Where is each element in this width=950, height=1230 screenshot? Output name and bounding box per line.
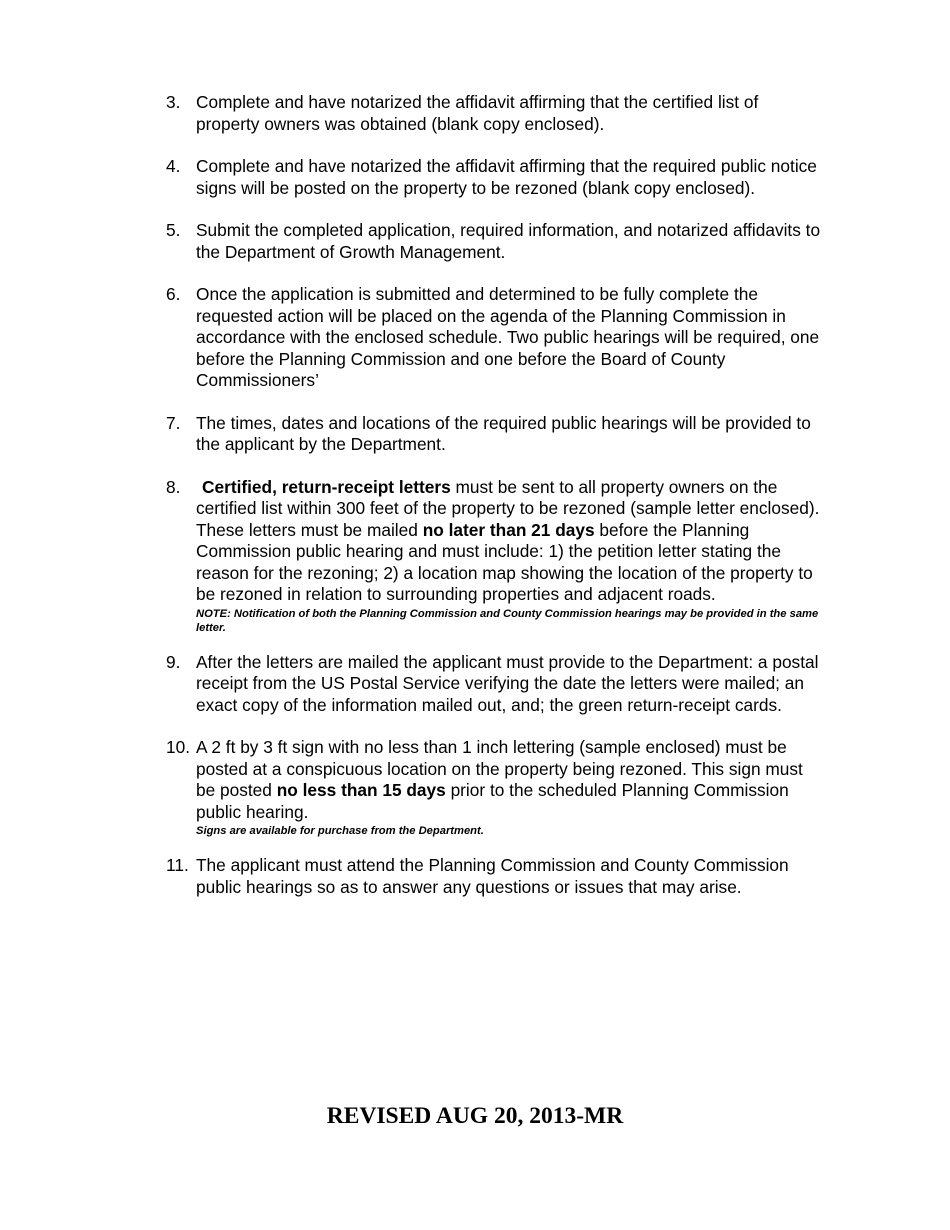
list-item-10 xyxy=(166,737,826,838)
item-text: After the letters are mailed the applicant must provide to the Department: a postal receipt from the US Postal Service verifying the date the letters were mailed; an exact copy of the information mailed out, and; the green return-receipt cards. xyxy=(196,651,819,715)
item-text: Complete and have notarized the affidavit affirming that the certified list of property owners was obtained (blank copy enclosed). xyxy=(196,92,759,134)
item-number: 10. xyxy=(166,737,191,757)
instruction-list xyxy=(166,92,826,898)
item-text-part: before the Planning Commission public hearing and must include: 1) the petition letter stating the reason for the rezoning; 2) a location map showing the location of the property to be rezoned in relation to surrounding properties and adjacent roads. xyxy=(196,519,813,604)
item-text-part: must be sent to all property owners on the certified list within 300 feet of the property to be rezoned (sample letter enclosed). These letters must be mailed xyxy=(196,476,820,540)
list-item-9 xyxy=(166,652,826,717)
list-item-5 xyxy=(166,220,826,263)
item-number: 3. xyxy=(166,92,181,112)
item-text: The applicant must attend the Planning Commission and County Commission public hearings so as to answer any questions or issues that may arise. xyxy=(196,855,789,897)
item-number: 5. xyxy=(166,220,181,240)
item-bold-lead: Certified, return-receipt letters xyxy=(202,476,451,497)
revision-footer: REVISED AUG 20, 2013-MR xyxy=(326,1103,624,1129)
item-text: The times, dates and locations of the required public hearings will be provided to the applicant by the Department. xyxy=(196,412,811,454)
list-item-3 xyxy=(166,92,826,135)
item-note: Signs are available for purchase from the Department. xyxy=(196,825,484,837)
item-number: 7. xyxy=(166,412,181,433)
item-number: 9. xyxy=(166,651,181,672)
item-body xyxy=(196,737,826,838)
item-note: NOTE: Notification of both the Planning Commission and County Commission hearings may be provided in the same letter. xyxy=(196,607,819,634)
list-item-11 xyxy=(166,855,826,898)
list-item-8 xyxy=(166,477,826,635)
item-number: 8. xyxy=(166,476,181,497)
item-number: 4. xyxy=(166,156,181,176)
item-text: Complete and have notarized the affidavit affirming that the required public notice signs will be posted on the property to be rezoned (blank copy enclosed). xyxy=(196,156,817,198)
item-text-part: prior to the scheduled Planning Commission public hearing. xyxy=(196,780,789,822)
list-item-4 xyxy=(166,156,826,199)
list-item-7 xyxy=(166,413,826,456)
item-text-part: A 2 ft by 3 ft sign with no less than 1 inch lettering (sample enclosed) must be posted at a conspicuous location on the property being rezoned. This sign must be posted xyxy=(196,737,803,800)
item-number: 11. xyxy=(166,855,189,875)
list-item-6 xyxy=(166,284,826,392)
item-text: Submit the completed application, required information, and notarized affidavits to the Department of Growth Management. xyxy=(196,220,821,262)
item-bold-emphasis: no less than 15 days xyxy=(276,780,446,800)
item-number: 6. xyxy=(166,284,181,304)
item-body xyxy=(196,477,826,635)
item-text: Once the application is submitted and determined to be fully complete the requested action will be placed on the agenda of the Planning Commission in accordance with the enclosed schedule. Two public hearings will be required, one before the Planning Commission and one before the Board of County Commissioners’ xyxy=(196,284,820,390)
item-bold-emphasis: no later than 21 days xyxy=(422,519,595,540)
